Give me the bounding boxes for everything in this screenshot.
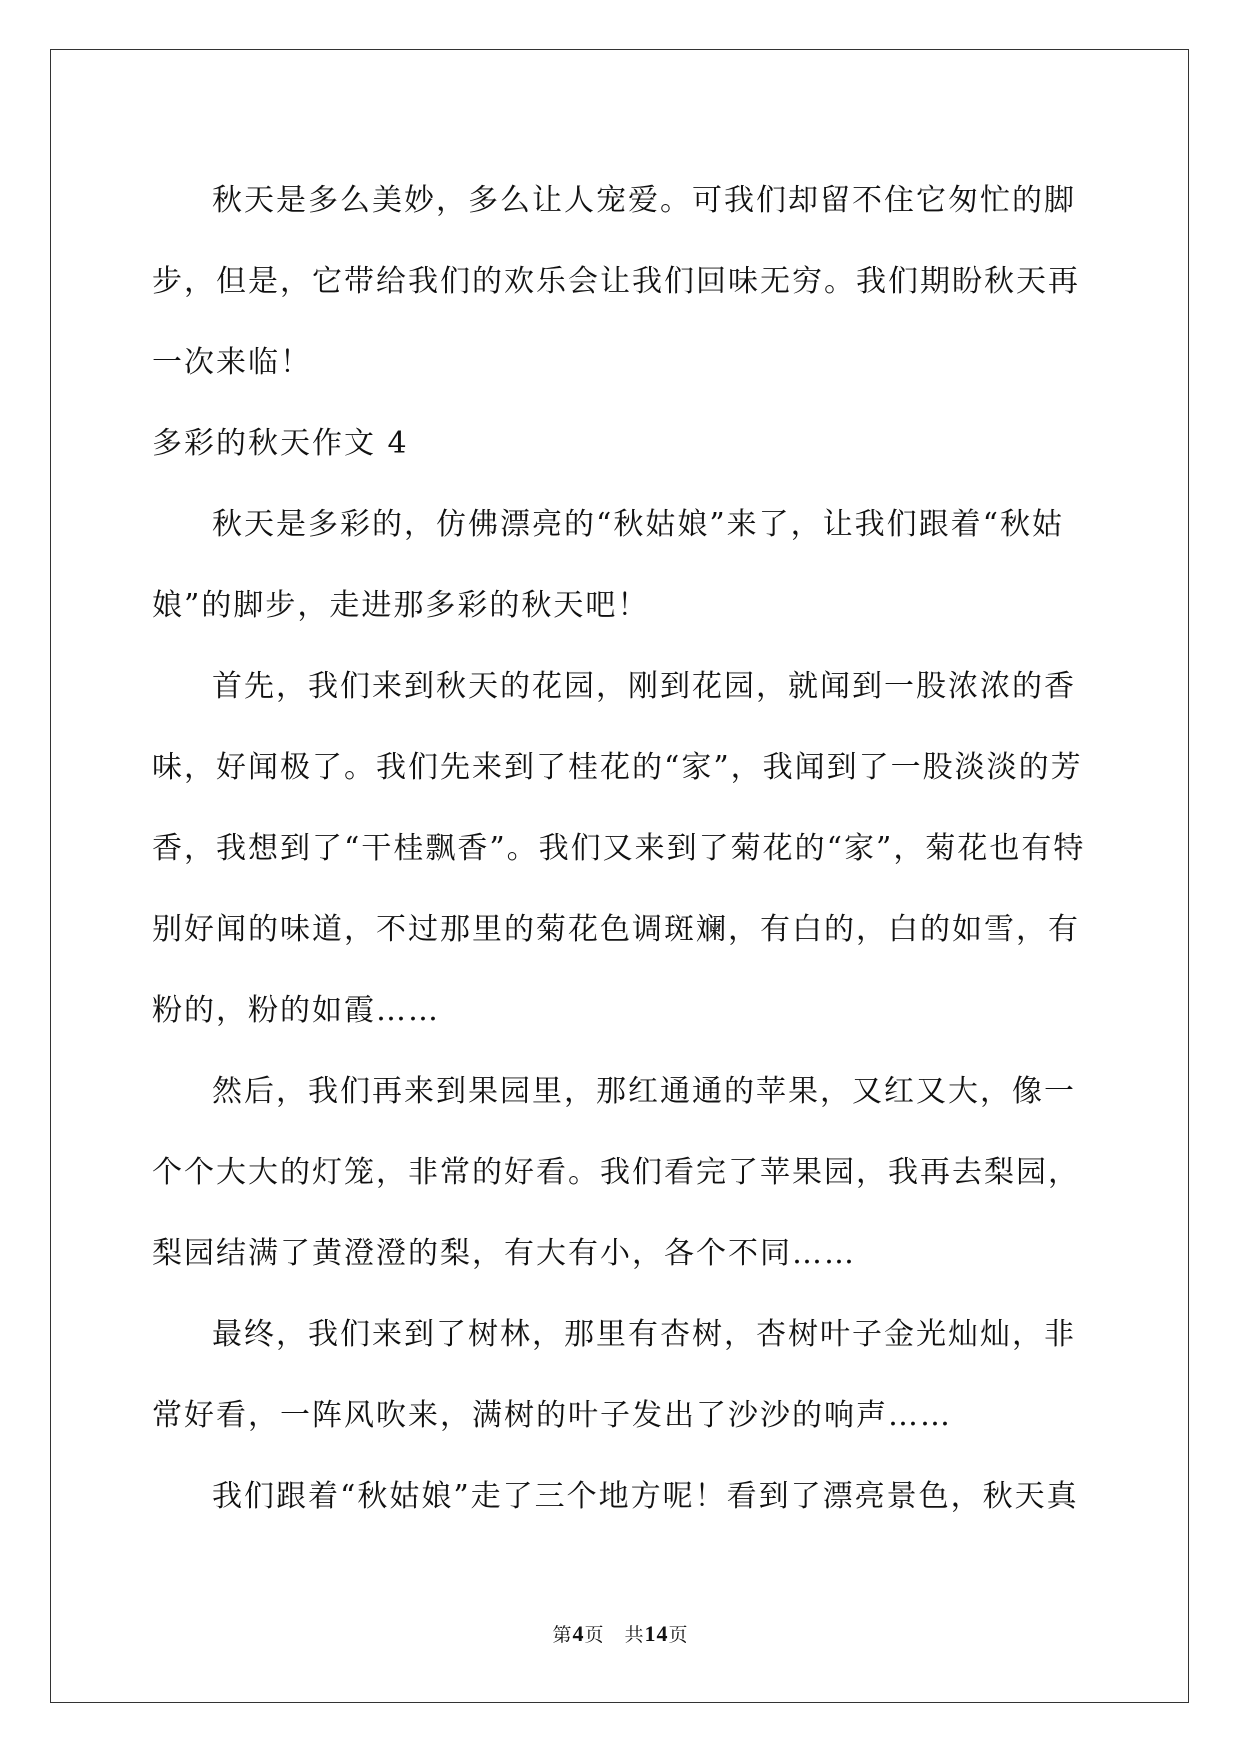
document-body (152, 160, 1092, 1537)
paragraph: 我们跟着“秋姑娘”走了三个地方呢！看到了漂亮景色，秋天真 (212, 1479, 1079, 1514)
footer-prefix: 第 (552, 1624, 573, 1646)
paragraph: 秋天是多彩的，仿佛漂亮的“秋姑娘”来了，让我们跟着“秋姑娘”的脚步，走进那多彩的秋天吧！ (152, 507, 1065, 623)
page-footer (0, 1620, 1241, 1647)
current-page-number: 4 (572, 1621, 585, 1646)
footer-suffix: 页 (668, 1624, 689, 1646)
total-page-number: 14 (644, 1621, 669, 1646)
paragraph: 最终，我们来到了树林，那里有杏树，杏树叶子金光灿灿，非常好看，一阵风吹来，满树的叶子发出了沙沙的响声…… (152, 1317, 1076, 1433)
paragraph: 首先，我们来到秋天的花园，刚到花园，就闻到一股浓浓的香味，好闻极了。我们先来到了桂花的“家”，我闻到了一股淡淡的芳香，我想到了“干桂飘香”。我们又来到了菊花的“家”，菊花也有特别好闻的味道，不过那里的菊花色调斑斓，有白的，白的如雪，有粉的，粉的如霞…… (152, 669, 1086, 1028)
section-heading: 多彩的秋天作文 4 (152, 426, 409, 461)
paragraph: 秋天是多么美妙，多么让人宠爱。可我们却留不住它匆忙的脚步，但是，它带给我们的欢乐会让我们回味无穷。我们期盼秋天再一次来临！ (152, 183, 1080, 380)
paragraph: 然后，我们再来到果园里，那红通通的苹果，又红又大，像一个个大大的灯笼，非常的好看。我们看完了苹果园，我再去梨园，梨园结满了黄澄澄的梨，有大有小，各个不同…… (152, 1074, 1080, 1271)
footer-mid: 页 共 (584, 1624, 645, 1646)
